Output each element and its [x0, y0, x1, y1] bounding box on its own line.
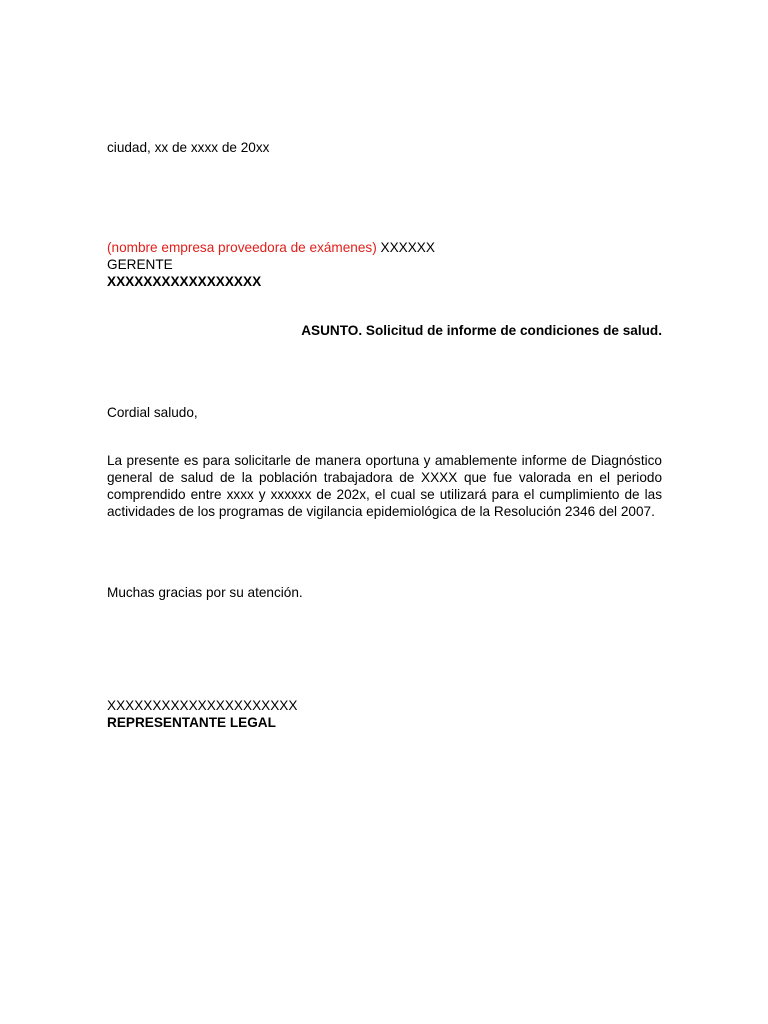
closing-line: Muchas gracias por su atención.	[107, 585, 303, 600]
recipient-company-line	[107, 239, 662, 256]
recipient-title: GERENTE	[107, 257, 173, 272]
company-suffix: XXXXXX	[376, 240, 435, 255]
signature-role: REPRESENTANTE LEGAL	[107, 715, 276, 730]
greeting: Cordial saludo,	[107, 405, 198, 420]
recipient-name: XXXXXXXXXXXXXXXXX	[107, 274, 262, 289]
signature-name: XXXXXXXXXXXXXXXXXXXXX	[107, 698, 298, 713]
company-placeholder: (nombre empresa proveedora de exámenes)	[107, 240, 377, 255]
recipient-block	[107, 239, 662, 290]
subject-line: ASUNTO. Solicitud de informe de condiciones de salud.	[301, 323, 662, 338]
signature-block	[107, 697, 662, 731]
body-paragraph: La presente es para solicitarle de manera oportuna y amablemente informe de Diagnóstico general de salud de la población trabajadora de XXXX que fue valorada en el periodo comprendido entre xxxx y xxxxxx de 202x, el cual se utilizará para el cumplimiento de las actividades de los programas de vigilancia epidemiológica de la Resolución 2346 del 2007.	[107, 453, 662, 519]
date-line: ciudad, xx de xxxx de 20xx	[107, 140, 270, 155]
